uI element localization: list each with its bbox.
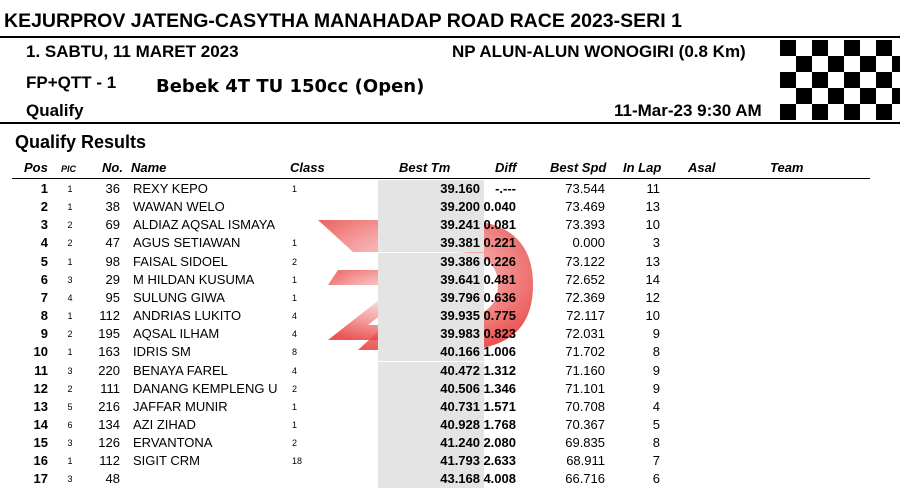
diff-cell: 1.346 <box>483 380 516 396</box>
rider-name-cell: ALDIAZ AQSAL ISMAYA <box>133 217 276 233</box>
rider-name-cell: SIGIT CRM <box>133 453 200 469</box>
class-cell: 1 <box>292 419 298 430</box>
class-cell: 1 <box>292 274 298 285</box>
table-row <box>0 216 900 234</box>
best-speed-cell: 72.369 <box>565 289 605 305</box>
pic-cell: 3 <box>67 274 73 285</box>
pic-cell: 2 <box>67 383 73 394</box>
rider-name-cell: SULUNG GIWA <box>133 289 225 305</box>
pic-cell: 4 <box>67 292 73 303</box>
number-cell: 163 <box>98 344 120 360</box>
best-time-cell: 39.160 <box>440 181 480 196</box>
best-time-cell: 40.928 <box>440 416 480 432</box>
in-lap-cell: 4 <box>652 398 660 414</box>
col-in-lap: In Lap <box>623 160 662 175</box>
number-cell: 47 <box>105 235 120 251</box>
table-row <box>0 434 900 452</box>
table-row <box>0 198 900 216</box>
class-cell: 1 <box>292 238 298 249</box>
pos-cell: 4 <box>40 235 48 251</box>
pic-cell: 3 <box>67 474 73 485</box>
best-speed-cell: 71.702 <box>565 344 605 360</box>
in-lap-cell: 9 <box>652 362 660 378</box>
best-time-cell: 39.935 <box>440 308 480 324</box>
in-lap-cell: 5 <box>652 416 660 432</box>
rider-name-cell: AZI ZIHAD <box>133 416 196 432</box>
best-speed-cell: 73.469 <box>565 199 605 215</box>
best-time-cell: 39.796 <box>440 289 480 305</box>
in-lap-cell: 8 <box>652 344 660 360</box>
table-row <box>0 253 900 271</box>
best-time-cell: 39.983 <box>440 326 480 342</box>
title-rule <box>0 36 900 38</box>
col-diff: Diff <box>495 160 517 175</box>
table-row <box>0 416 900 434</box>
number-cell: 134 <box>98 416 120 432</box>
event-title: KEJURPROV JATENG-CASYTHA MANAHADAP ROAD RACE 2023-SERI 1 <box>4 10 682 32</box>
in-lap-cell: 10 <box>645 308 660 324</box>
pic-cell: 1 <box>67 256 73 267</box>
col-name: Name <box>131 160 167 175</box>
pic-cell: 1 <box>67 311 73 322</box>
rider-name-cell: WAWAN WELO <box>133 199 225 215</box>
best-time-cell: 43.168 <box>440 471 480 487</box>
best-time-cell: 39.200 <box>440 199 480 215</box>
table-header-rule <box>12 178 870 179</box>
diff-cell: 4.008 <box>483 471 516 487</box>
pos-cell: 3 <box>40 217 48 233</box>
pic-cell: 1 <box>67 456 73 467</box>
in-lap-cell: 12 <box>645 289 660 305</box>
table-row <box>0 398 900 416</box>
pos-cell: 17 <box>33 471 48 487</box>
col-no: No. <box>102 160 123 175</box>
pic-cell: 2 <box>67 220 73 231</box>
number-cell: 95 <box>105 289 120 305</box>
best-speed-cell: 73.544 <box>565 181 605 196</box>
in-lap-cell: 10 <box>645 217 660 233</box>
rider-name-cell: FAISAL SIDOEL <box>133 253 228 269</box>
pos-cell: 5 <box>40 253 48 269</box>
best-time-cell: 39.641 <box>440 271 480 287</box>
diff-cell: 0.481 <box>483 271 516 287</box>
pic-cell: 3 <box>67 438 73 449</box>
pic-cell: 2 <box>67 238 73 249</box>
pos-cell: 16 <box>33 453 48 469</box>
number-cell: 126 <box>98 435 120 451</box>
table-row <box>0 380 900 398</box>
rider-name-cell: AQSAL ILHAM <box>133 326 220 342</box>
diff-cell: 0.823 <box>483 326 516 342</box>
rider-name-cell: ANDRIAS LUKITO <box>133 308 242 324</box>
number-cell: 220 <box>98 362 120 378</box>
rider-name-cell: M HILDAN KUSUMA <box>133 271 255 287</box>
col-class: Class <box>290 160 325 175</box>
class-cell: 2 <box>292 256 298 267</box>
class-cell: 4 <box>292 365 298 376</box>
best-time-cell: 40.166 <box>440 344 480 360</box>
diff-cell: 0.775 <box>483 308 516 324</box>
diff-cell: 0.226 <box>483 253 516 269</box>
header-rule <box>0 122 900 124</box>
diff-cell: 2.080 <box>483 435 516 451</box>
pos-cell: 1 <box>40 181 48 196</box>
diff-cell: 0.040 <box>483 199 516 215</box>
best-speed-cell: 71.101 <box>565 380 605 396</box>
best-time-cell: 40.506 <box>440 380 480 396</box>
diff-cell: 1.006 <box>483 344 516 360</box>
best-speed-cell: 69.835 <box>565 435 605 451</box>
rider-name-cell: BENAYA FAREL <box>133 362 228 378</box>
best-speed-cell: 73.122 <box>565 253 605 269</box>
best-speed-cell: 66.716 <box>565 471 605 487</box>
class-cell: 1 <box>292 184 298 194</box>
class-cell: 18 <box>292 456 303 467</box>
best-time-cell: 41.793 <box>440 453 480 469</box>
best-speed-cell: 70.708 <box>565 398 605 414</box>
number-cell: 112 <box>99 308 120 324</box>
pic-cell: 6 <box>67 419 73 430</box>
number-cell: 112 <box>99 453 120 469</box>
table-row <box>0 180 900 198</box>
in-lap-cell: 9 <box>652 326 660 342</box>
pos-cell: 13 <box>33 398 48 414</box>
rider-name-cell: JAFFAR MUNIR <box>133 398 228 414</box>
pos-cell: 12 <box>33 380 48 396</box>
best-time-cell: 39.381 <box>440 235 480 251</box>
table-row <box>0 307 900 325</box>
best-speed-cell: 73.393 <box>565 217 605 233</box>
in-lap-cell: 6 <box>652 471 660 487</box>
diff-cell: 0.081 <box>483 217 516 233</box>
checkered-flag-icon <box>780 40 900 124</box>
number-cell: 111 <box>100 380 120 396</box>
number-cell: 69 <box>105 217 120 233</box>
best-time-cell: 40.731 <box>440 398 480 414</box>
table-row <box>0 234 900 252</box>
diff-cell: -.--- <box>495 181 516 196</box>
pic-cell: 1 <box>67 202 73 213</box>
in-lap-cell: 13 <box>645 253 660 269</box>
rider-name-cell: IDRIS SM <box>133 344 191 360</box>
class-name: Bebek 4T TU 150cc (Open) <box>156 76 425 97</box>
session-name: FP+QTT - 1 <box>26 73 117 92</box>
diff-cell: 0.636 <box>483 289 516 305</box>
best-speed-cell: 72.117 <box>566 308 605 324</box>
col-pos: Pos <box>24 160 48 175</box>
class-cell: 1 <box>292 401 298 412</box>
class-cell: 4 <box>292 311 298 322</box>
col-asal: Asal <box>688 160 716 175</box>
number-cell: 29 <box>105 271 120 287</box>
session-datetime: 11-Mar-23 9:30 AM <box>614 101 762 120</box>
table-row <box>0 271 900 289</box>
in-lap-cell: 9 <box>652 380 660 396</box>
diff-cell: 1.312 <box>483 362 516 378</box>
diff-cell: 1.571 <box>483 398 516 414</box>
rider-name-cell: REXY KEPO <box>133 181 208 196</box>
col-best-tm: Best Tm <box>399 160 451 175</box>
pic-cell: 5 <box>67 401 73 412</box>
best-speed-cell: 70.367 <box>565 416 605 432</box>
pos-cell: 2 <box>40 199 48 215</box>
best-time-cell: 39.241 <box>440 217 480 233</box>
best-time-cell: 39.386 <box>440 253 480 269</box>
in-lap-cell: 8 <box>652 435 660 451</box>
pos-cell: 8 <box>40 308 48 324</box>
table-row <box>0 325 900 343</box>
best-speed-cell: 68.911 <box>566 453 605 469</box>
number-cell: 36 <box>105 181 120 196</box>
pos-cell: 6 <box>40 271 48 287</box>
class-cell: 2 <box>292 438 298 449</box>
best-speed-cell: 0.000 <box>572 235 605 251</box>
pos-cell: 10 <box>33 344 48 360</box>
class-cell: 1 <box>292 292 298 303</box>
table-row <box>0 289 900 307</box>
pic-cell: 1 <box>67 347 73 358</box>
in-lap-cell: 3 <box>652 235 660 251</box>
pos-cell: 15 <box>33 435 48 451</box>
pic-cell: 3 <box>67 365 73 376</box>
pos-cell: 9 <box>40 326 48 342</box>
class-cell: 2 <box>292 383 298 394</box>
number-cell: 216 <box>98 398 120 414</box>
table-row <box>0 452 900 470</box>
venue: NP ALUN-ALUN WONOGIRI (0.8 Km) <box>452 42 746 61</box>
col-pic: PIC <box>61 164 77 174</box>
pos-cell: 11 <box>34 362 48 378</box>
in-lap-cell: 14 <box>645 271 660 287</box>
diff-cell: 2.633 <box>483 453 516 469</box>
pic-cell: 2 <box>67 329 73 340</box>
in-lap-cell: 11 <box>646 181 660 196</box>
best-time-cell: 41.240 <box>440 435 480 451</box>
in-lap-cell: 7 <box>652 453 660 469</box>
number-cell: 48 <box>105 471 120 487</box>
number-cell: 38 <box>105 199 120 215</box>
number-cell: 98 <box>105 253 120 269</box>
diff-cell: 1.768 <box>483 416 516 432</box>
col-best-spd: Best Spd <box>550 160 607 175</box>
pic-cell: 1 <box>67 184 73 194</box>
class-cell: 8 <box>292 347 298 358</box>
pos-cell: 7 <box>40 289 48 305</box>
table-row <box>0 470 900 488</box>
rider-name-cell: AGUS SETIAWAN <box>133 235 241 251</box>
best-time-cell: 40.472 <box>440 362 480 378</box>
col-team: Team <box>770 160 804 175</box>
pos-cell: 14 <box>33 416 48 432</box>
table-row <box>0 362 900 380</box>
class-cell: 4 <box>292 329 298 340</box>
best-speed-cell: 72.652 <box>565 271 605 287</box>
number-cell: 195 <box>98 326 120 342</box>
in-lap-cell: 13 <box>645 199 660 215</box>
section-title: Qualify Results <box>15 132 147 152</box>
table-row <box>0 343 900 361</box>
rider-name-cell: ERVANTONA <box>133 435 213 451</box>
event-line: 1. SABTU, 11 MARET 2023 <box>26 42 239 61</box>
session-type: Qualify <box>26 101 84 120</box>
best-speed-cell: 72.031 <box>565 326 605 342</box>
diff-cell: 0.221 <box>483 235 516 251</box>
best-speed-cell: 71.160 <box>565 362 605 378</box>
rider-name-cell: DANANG KEMPLENG U <box>133 380 278 396</box>
